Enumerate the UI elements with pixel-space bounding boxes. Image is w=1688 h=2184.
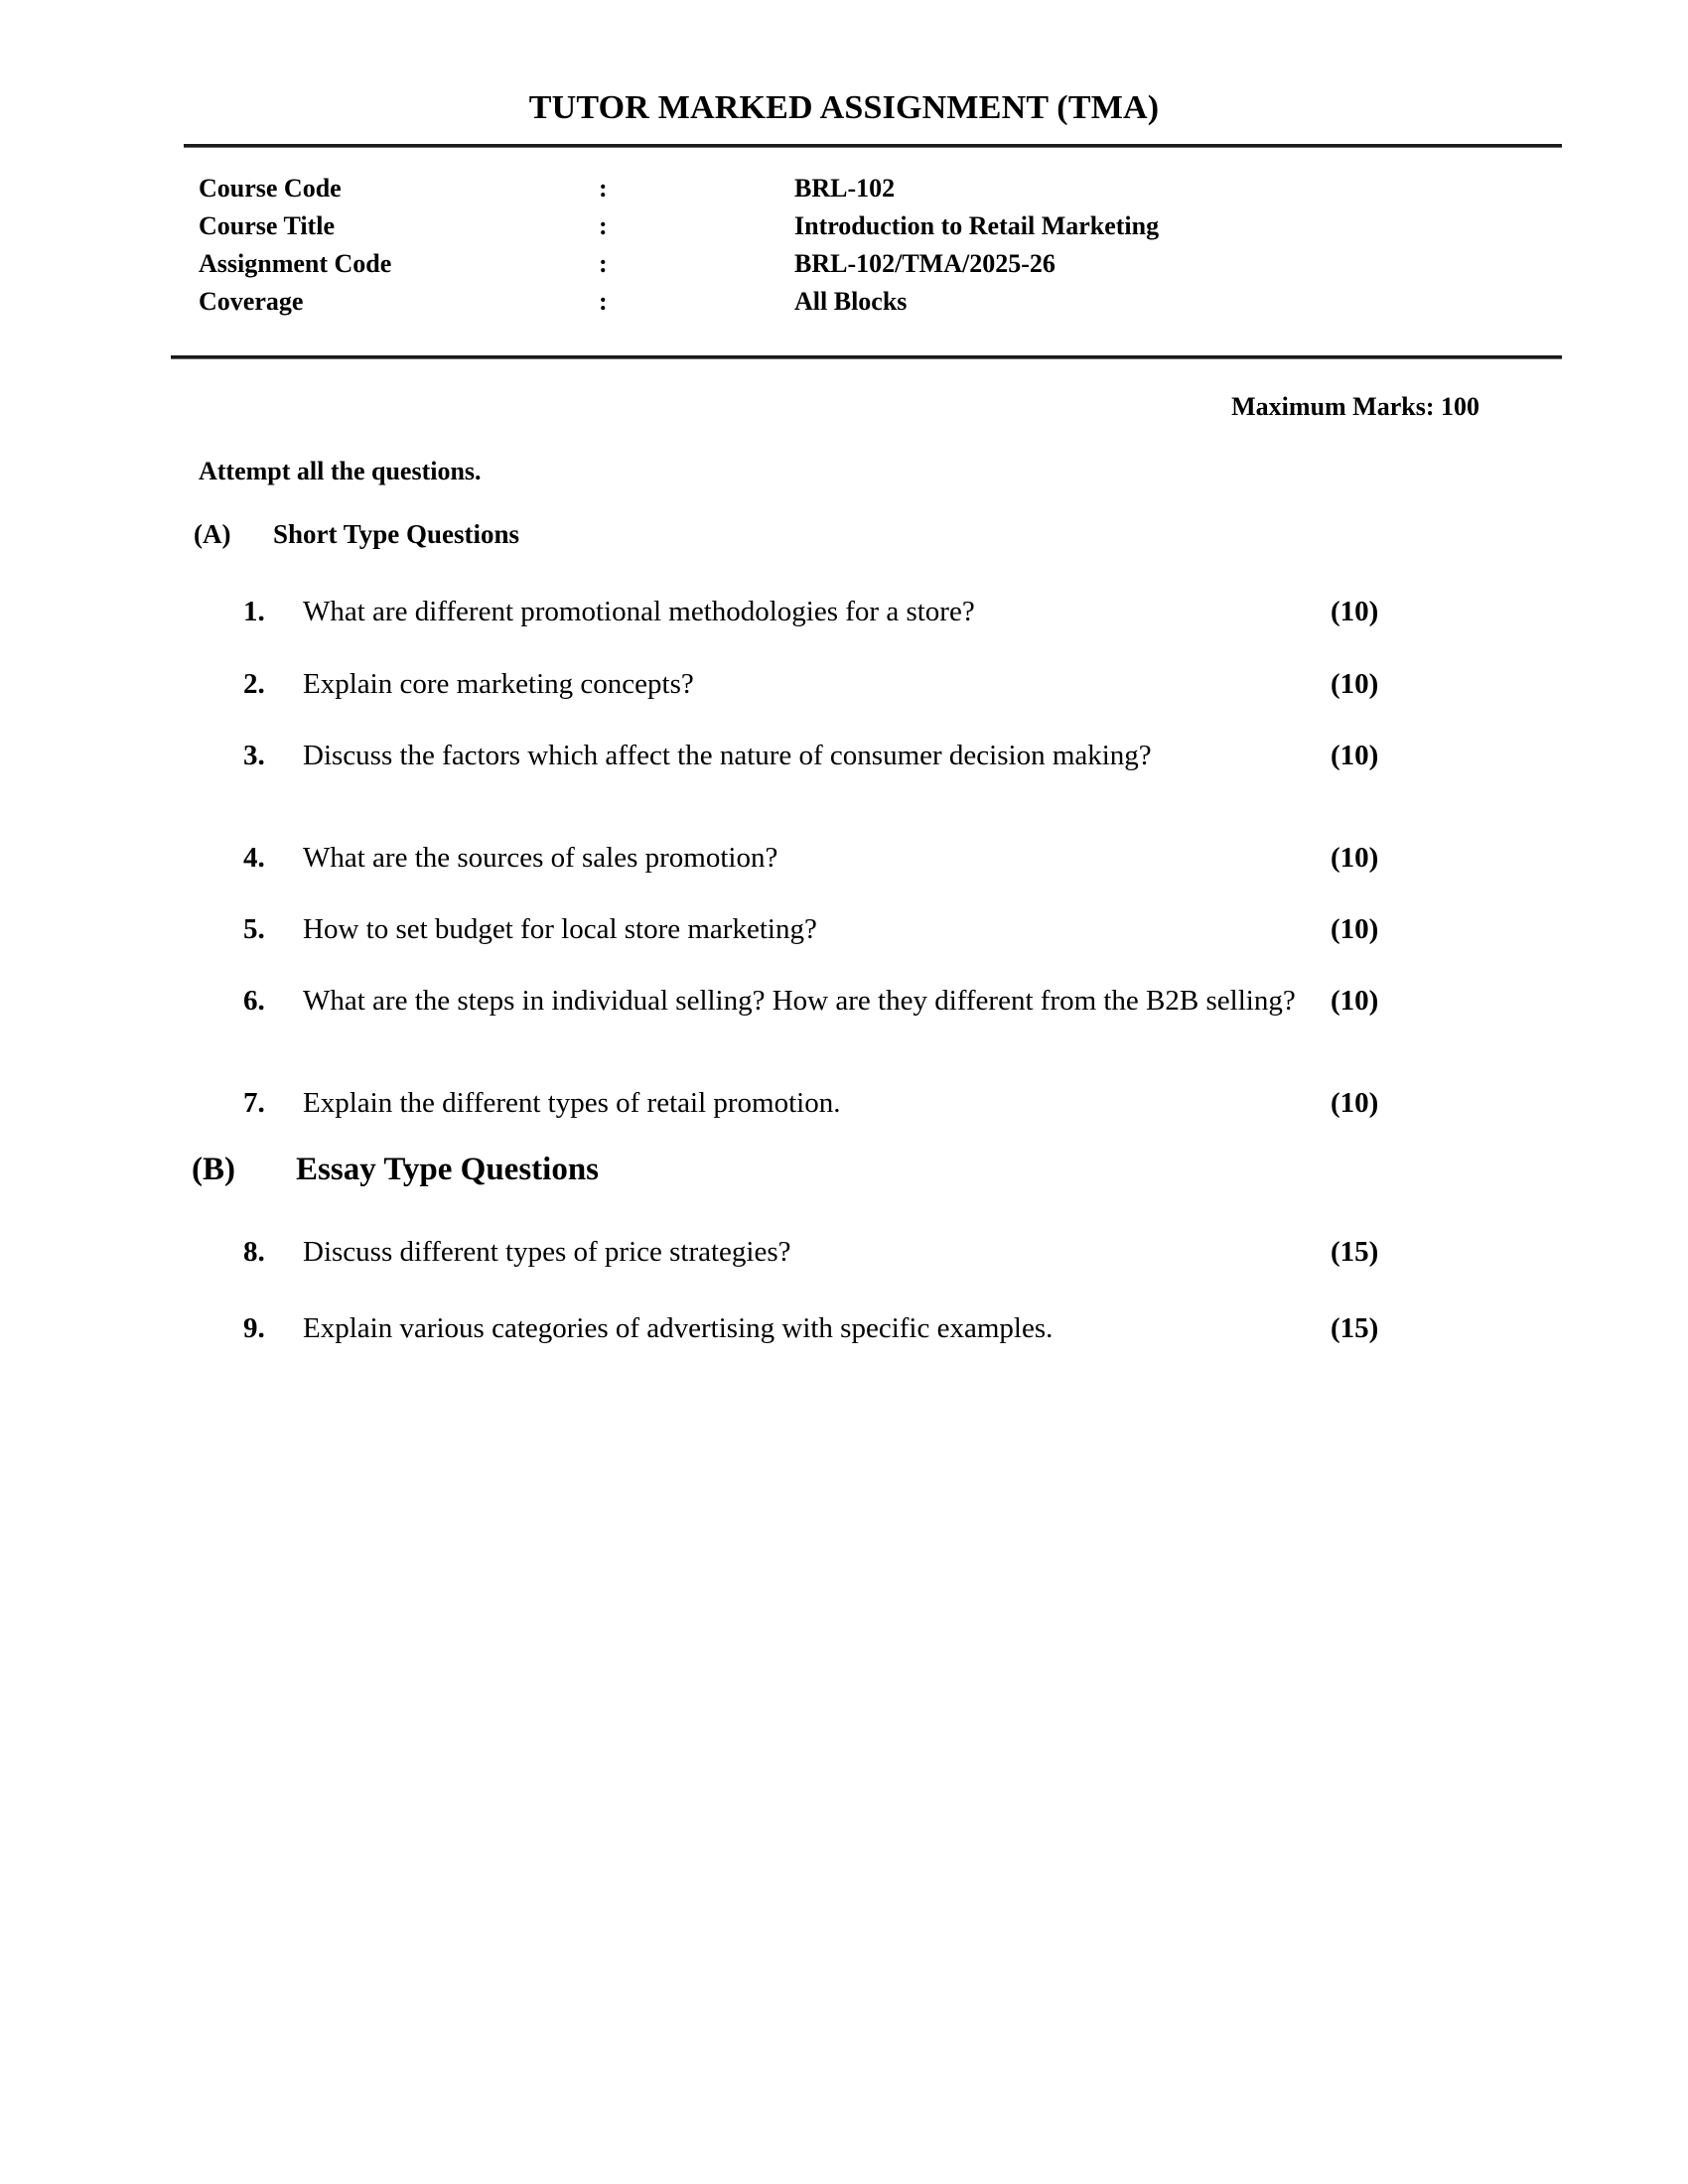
question-item	[233, 730, 1430, 781]
meta-colon: :	[599, 249, 608, 278]
question-number: 3.	[243, 740, 265, 771]
question-number: 4.	[243, 842, 265, 874]
question-number: 5.	[243, 913, 265, 945]
question-text: What are different promotional methodologies for a store?	[303, 596, 975, 627]
section-header-b	[192, 1152, 599, 1188]
question-text: What are the steps in individual selling? How are they different from the B2B selling?	[303, 985, 1296, 1017]
meta-value-assignment-code: BRL-102/TMA/2025-26	[794, 249, 1055, 278]
section-b-title: Essay Type Questions	[296, 1152, 600, 1187]
question-item	[233, 658, 1430, 710]
meta-value-course-title: Introduction to Retail Marketing	[794, 211, 1160, 240]
question-marks: (10)	[1331, 985, 1379, 1017]
meta-row-course-title	[199, 211, 1390, 249]
question-marks: (10)	[1331, 596, 1379, 627]
question-text: Explain core marketing concepts?	[303, 668, 694, 700]
instruction-text: Attempt all the questions.	[199, 457, 482, 485]
question-item	[233, 832, 1430, 884]
question-marks: (15)	[1331, 1312, 1379, 1344]
meta-row-coverage	[199, 287, 1390, 325]
question-item	[233, 586, 1430, 637]
question-item	[233, 1302, 1430, 1354]
question-number: 7.	[243, 1087, 265, 1119]
question-number: 6.	[243, 985, 265, 1017]
question-marks: (10)	[1331, 913, 1379, 945]
meta-colon: :	[599, 211, 608, 240]
meta-value-course-code: BRL-102	[794, 174, 896, 203]
meta-label-coverage: Coverage	[199, 287, 304, 316]
section-header-a	[194, 519, 519, 550]
question-number: 9.	[243, 1312, 265, 1344]
meta-label-course-title: Course Title	[199, 211, 335, 240]
header-divider-bottom	[171, 355, 1562, 359]
question-item	[233, 1226, 1430, 1278]
meta-value-coverage: All Blocks	[794, 287, 908, 316]
question-marks: (10)	[1331, 842, 1379, 874]
question-marks: (15)	[1331, 1236, 1379, 1268]
meta-label-assignment-code: Assignment Code	[199, 249, 392, 278]
header-divider-top	[184, 144, 1562, 148]
course-meta-table	[199, 174, 1390, 325]
question-text: Discuss the factors which affect the nature of consumer decision making?	[303, 740, 1152, 771]
question-text: Explain various categories of advertising with specific examples.	[303, 1312, 1054, 1344]
question-marks: (10)	[1331, 740, 1379, 771]
question-marks: (10)	[1331, 1087, 1379, 1119]
question-item	[233, 975, 1430, 1026]
page-title: TUTOR MARKED ASSIGNMENT (TMA)	[528, 89, 1160, 126]
meta-label-course-code: Course Code	[199, 174, 342, 203]
meta-colon: :	[599, 287, 608, 316]
section-a-tag: (A)	[194, 519, 231, 549]
question-number: 8.	[243, 1236, 265, 1268]
question-text: Explain the different types of retail promotion.	[303, 1087, 841, 1119]
question-marks: (10)	[1331, 668, 1379, 700]
question-text: How to set budget for local store marketing?	[303, 913, 817, 945]
meta-colon: :	[599, 174, 608, 203]
meta-row-assignment-code	[199, 249, 1390, 287]
maximum-marks: Maximum Marks: 100	[1231, 392, 1479, 421]
section-b-tag: (B)	[192, 1152, 235, 1187]
question-item	[233, 1077, 1430, 1129]
question-number: 2.	[243, 668, 265, 700]
question-text: Discuss different types of price strategies?	[303, 1236, 791, 1268]
question-number: 1.	[243, 596, 265, 627]
question-text: What are the sources of sales promotion?	[303, 842, 778, 874]
meta-row-course-code	[199, 174, 1390, 211]
question-item	[233, 903, 1430, 955]
section-a-title: Short Type Questions	[273, 519, 520, 549]
